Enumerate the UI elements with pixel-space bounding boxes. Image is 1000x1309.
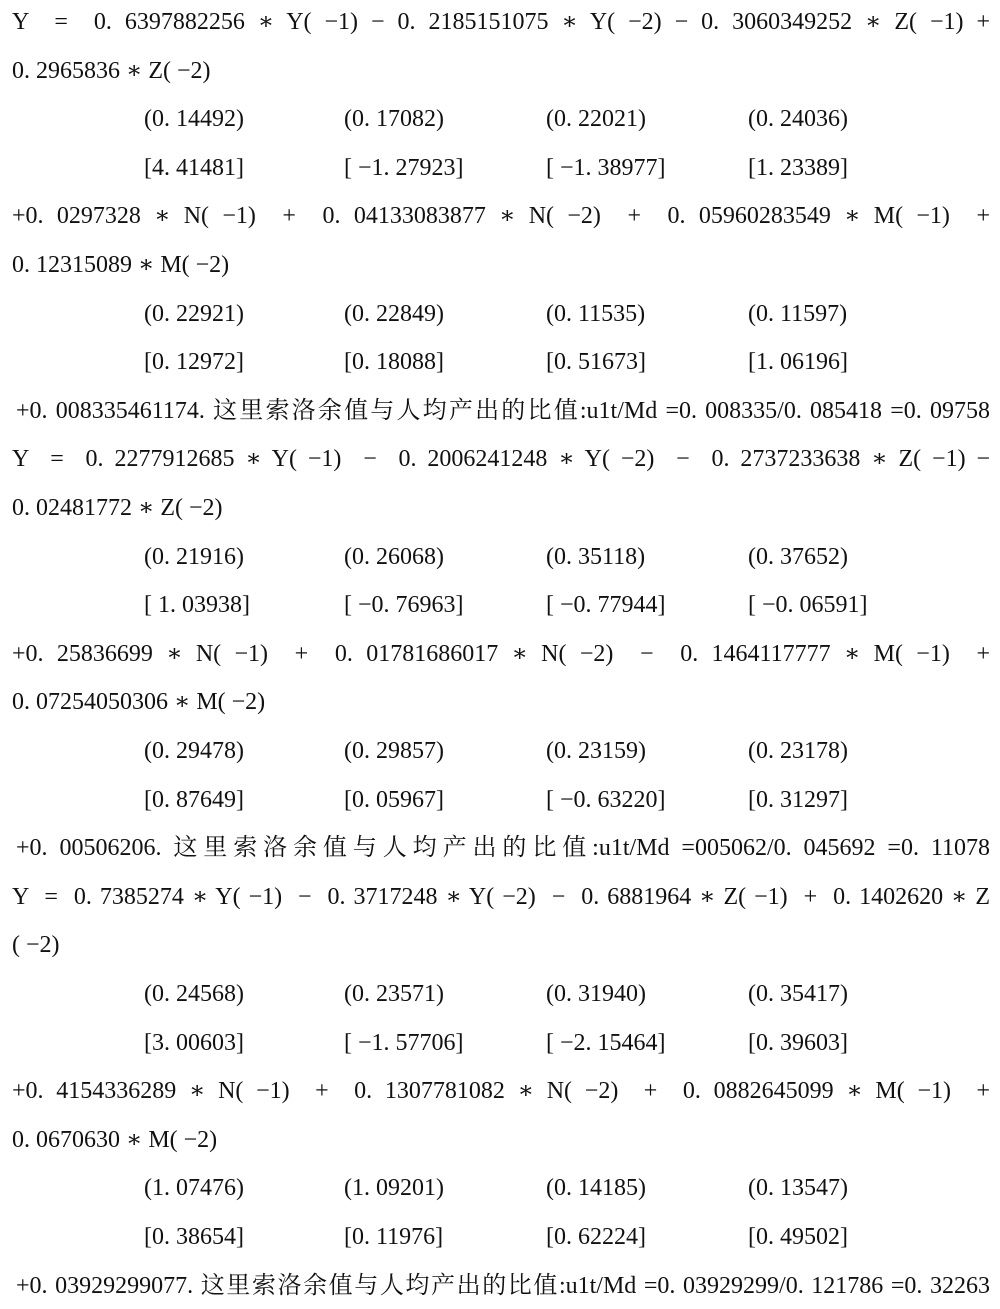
t-statistic-cell: [1. 23389] — [748, 154, 848, 181]
equation-line: Y = 0. 7385274 ∗ Y( −1) − 0. 3717248 ∗ Y( −2) − 0. 6881964 ∗ Z( −1) + 0. 1402620 ∗ Z — [12, 883, 990, 910]
t-statistic-cell: [ 1. 03938] — [144, 592, 250, 619]
standard-error-cell: (0. 29857) — [344, 738, 444, 764]
equation-line: +0. 25836699 ∗ N( −1) + 0. 01781686017 ∗ N( −2) − 0. 1464117777 ∗ M( −1) + — [12, 640, 990, 667]
equation-line: +0. 0297328 ∗ N( −1) + 0. 04133083877 ∗ N( −2) + 0. 05960283549 ∗ M( −1) + — [12, 203, 990, 230]
standard-error-cell: (0. 13547) — [748, 1175, 848, 1202]
t-statistic-cell: [ −2. 15464] — [546, 1029, 666, 1056]
t-statistic-cell: [0. 62224] — [546, 1224, 646, 1250]
t-statistic-cell: [0. 31297] — [748, 786, 848, 813]
t-statistic-row — [0, 1023, 1000, 1063]
standard-error-cell: (0. 14185) — [546, 1175, 646, 1202]
standard-error-cell: (0. 23571) — [344, 981, 444, 1007]
standard-error-row — [0, 974, 1000, 1014]
standard-error-row — [0, 294, 1000, 334]
t-statistic-cell: [0. 11976] — [344, 1224, 444, 1250]
equation-continuation: 0. 2965836 ∗ Z( −2) — [12, 57, 211, 84]
standard-error-cell: (0. 23159) — [546, 738, 646, 764]
standard-error-cell: (0. 35118) — [546, 543, 646, 570]
standard-error-cell: (0. 22021) — [546, 106, 646, 133]
t-statistic-cell: [0. 39603] — [748, 1029, 848, 1056]
standard-error-row — [0, 99, 1000, 139]
equation-continuation: 0. 07254050306 ∗ M( −2) — [12, 689, 266, 716]
t-statistic-cell: [3. 00603] — [144, 1029, 244, 1056]
standard-error-row — [0, 537, 1000, 577]
t-statistic-cell: [0. 49502] — [748, 1224, 848, 1250]
standard-error-cell: (0. 31940) — [546, 981, 646, 1007]
standard-error-cell: (0. 35417) — [748, 981, 848, 1007]
standard-error-cell: (0. 22849) — [344, 300, 444, 327]
standard-error-row — [0, 1168, 1000, 1208]
equation-continuation: 0. 02481772 ∗ Z( −2) — [12, 495, 223, 521]
equation-continuation: 0. 0670630 ∗ M( −2) — [12, 1126, 218, 1153]
t-statistic-cell: [0. 87649] — [144, 786, 244, 813]
standard-error-cell: (0. 26068) — [344, 543, 444, 570]
equation-continuation: ( −2) — [12, 932, 60, 959]
t-statistic-cell: [0. 12972] — [144, 349, 244, 376]
standard-error-cell: (1. 09201) — [344, 1175, 444, 1202]
standard-error-cell: (0. 29478) — [144, 738, 244, 764]
standard-error-cell: (0. 21916) — [144, 543, 244, 570]
t-statistic-cell: [ −0. 76963] — [344, 592, 464, 619]
t-statistic-cell: [0. 18088] — [344, 349, 444, 376]
t-statistic-row — [0, 148, 1000, 188]
t-statistic-cell: [ −0. 06591] — [748, 592, 868, 619]
t-statistic-cell: [ −1. 57706] — [344, 1029, 464, 1056]
t-statistic-row — [0, 780, 1000, 820]
equation-line: Y = 0. 6397882256 ∗ Y( −1) − 0. 2185151075 ∗ Y( −2) − 0. 3060349252 ∗ Z( −1) + — [12, 9, 990, 35]
standard-error-cell: (0. 37652) — [748, 543, 848, 570]
t-statistic-row — [0, 342, 1000, 382]
t-statistic-cell: [1. 06196] — [748, 349, 848, 376]
residual-ratio-note: +0. 03929299077. 这里索洛余值与人均产出的比值:u1t/Md =0. 03929299/0. 121786 =0. 32263 — [16, 1272, 990, 1299]
t-statistic-row — [0, 1217, 1000, 1257]
t-statistic-cell: [ −0. 77944] — [546, 592, 666, 619]
standard-error-cell: (0. 11597) — [748, 300, 848, 327]
standard-error-cell: (0. 14492) — [144, 106, 244, 133]
standard-error-cell: (0. 24568) — [144, 981, 244, 1007]
standard-error-cell: (0. 11535) — [546, 300, 646, 327]
equation-continuation: 0. 12315089 ∗ M( −2) — [12, 252, 230, 278]
t-statistic-cell: [ −0. 63220] — [546, 786, 666, 813]
standard-error-cell: (0. 17082) — [344, 106, 444, 133]
standard-error-cell: (1. 07476) — [144, 1175, 244, 1202]
standard-error-row — [0, 731, 1000, 771]
t-statistic-cell: [4. 41481] — [144, 154, 244, 181]
residual-ratio-note: +0. 00506206. 这里索洛余值与人均产出的比值:u1t/Md =005062/0. 045692 =0. 11078 — [16, 835, 990, 862]
standard-error-cell: (0. 23178) — [748, 738, 848, 764]
t-statistic-cell: [ −1. 38977] — [546, 154, 666, 181]
t-statistic-row — [0, 585, 1000, 625]
equation-line: +0. 4154336289 ∗ N( −1) + 0. 1307781082 ∗ N( −2) + 0. 0882645099 ∗ M( −1) + — [12, 1078, 990, 1105]
standard-error-cell: (0. 24036) — [748, 106, 848, 133]
t-statistic-cell: [0. 38654] — [144, 1224, 244, 1250]
t-statistic-cell: [0. 51673] — [546, 349, 646, 376]
t-statistic-cell: [0. 05967] — [344, 786, 444, 813]
t-statistic-cell: [ −1. 27923] — [344, 154, 464, 181]
standard-error-cell: (0. 22921) — [144, 300, 244, 327]
residual-ratio-note: +0. 008335461174. 这里索洛余值与人均产出的比值:u1t/Md =0. 008335/0. 085418 =0. 09758 — [16, 397, 990, 424]
equation-line: Y = 0. 2277912685 ∗ Y( −1) − 0. 2006241248 ∗ Y( −2) − 0. 2737233638 ∗ Z( −1) − — [12, 446, 990, 473]
